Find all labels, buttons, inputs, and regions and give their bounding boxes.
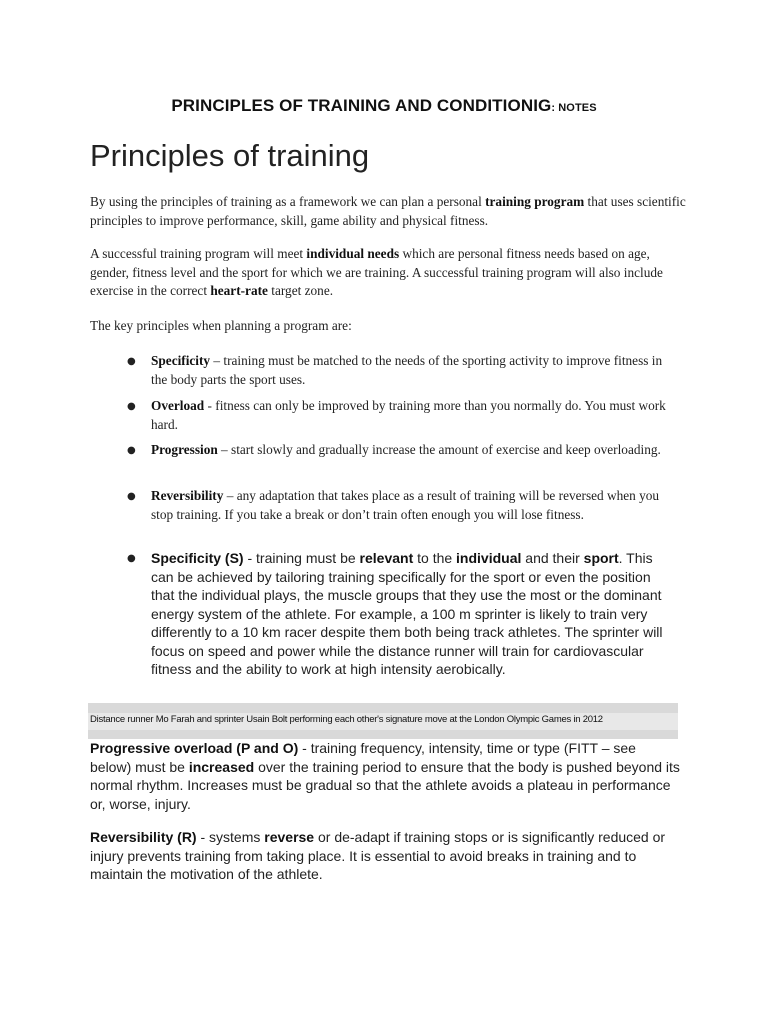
bullet-icon: ● (127, 356, 136, 367)
text-run: over the training period to ensure that the body is pushed beyond its normal rhythm. Increases must be gradual so that the athlete avoids a plateau in performance or, worse, injury. (90, 758, 680, 812)
list-item-term: Specificity (S) (151, 550, 244, 566)
list-item-term: Progression (151, 442, 218, 457)
text-run: - systems (196, 829, 265, 845)
progressive-overload-paragraph (90, 739, 680, 813)
text-run: . This can be achieved by tailoring training specifically for the sport or even the position that the individual plays, the muscle groups that they use the most or the dominant energy system of the athlete. For example, a 100 m sprinter is likely to train very differently to a 10 km racer despite them both being track athletes. The sprinter will focus on speed and power while the distance runner will train for cardiovascular fitness and the ability to work at high intensity aerobically. (151, 550, 663, 677)
list-item-text: – any adaptation that takes place as a result of training will be reversed when you stop training. If you take a break or don’t train often enough you will lose fitness. (151, 488, 660, 522)
bullet-icon: ● (127, 491, 136, 502)
list-item (151, 352, 681, 389)
intro-p2-text-c: which are personal fitness needs based on age, gender, fitness level and the sport for which we are training. A successful training program will also include exercise in the correct (90, 246, 663, 298)
text-run: to the (413, 550, 457, 566)
list-item-term: Reversibility (151, 488, 224, 503)
bold-run: individual (456, 550, 522, 566)
intro-p1-text-a: By using the principles of training as a framework we can plan a personal (90, 194, 486, 209)
text-run: and their (521, 550, 584, 566)
intro-p2-bold-2: heart-rate (210, 283, 268, 298)
paragraph-term: Progressive overload (P and O) (90, 740, 299, 756)
list-item-specificity-s (151, 549, 676, 679)
text-run: - training must be (243, 550, 360, 566)
document-title-suffix: : NOTES (551, 102, 597, 114)
reversibility-paragraph (90, 828, 680, 884)
intro-paragraph-1 (90, 193, 690, 230)
image-caption-bar (88, 703, 678, 739)
list-item-text: - fitness can only be improved by training more than you normally do. You must work hard. (151, 398, 666, 432)
paragraph-term: Reversibility (R) (90, 829, 197, 845)
list-item-text: – training must be matched to the needs of the sporting activity to improve fitness in the body parts the sport uses. (151, 353, 663, 387)
list-item-term: Specificity (151, 353, 211, 368)
section-heading: Principles of training (90, 138, 370, 173)
intro-p2-bold-1: individual needs (306, 246, 400, 261)
intro-p2-text-a: A successful training program will meet (90, 246, 307, 261)
bold-run: relevant (359, 550, 414, 566)
list-item (151, 397, 681, 434)
document-title-main: PRINCIPLES OF TRAINING AND CONDITIONIG (171, 96, 552, 115)
bullet-icon: ● (127, 445, 136, 456)
bullet-icon: ● (127, 553, 136, 564)
list-item-text: – start slowly and gradually increase the amount of exercise and keep overloading. (217, 442, 661, 457)
bold-run: sport (583, 550, 619, 566)
text-run: - training frequency, intensity, time or type (FITT – see below) must be (90, 740, 636, 775)
list-item (151, 441, 681, 460)
intro-p2-text-e: target zone. (267, 283, 334, 298)
image-caption: Distance runner Mo Farah and sprinter Usain Bolt performing each other's signature move at the London Olympic Games in 2012 (90, 714, 603, 725)
text-run: or de-adapt if training stops or is significantly reduced or injury prevents training from taking place. It is essential to avoid breaks in training and to maintain the motivation of the athlete. (90, 829, 666, 882)
intro-paragraph-3: The key principles when planning a program are: (90, 318, 352, 333)
intro-p1-bold: training program (485, 194, 585, 209)
bold-run: reverse (264, 829, 315, 845)
intro-paragraph-2 (90, 245, 690, 301)
intro-p1-text-c: that uses scientific principles to improve performance, skill, game ability and physical fitness. (90, 194, 686, 228)
bold-run: increased (188, 758, 255, 775)
list-item-term: Overload (151, 398, 205, 413)
list-item (151, 487, 681, 524)
document-title (0, 96, 768, 116)
bullet-icon: ● (127, 401, 136, 412)
